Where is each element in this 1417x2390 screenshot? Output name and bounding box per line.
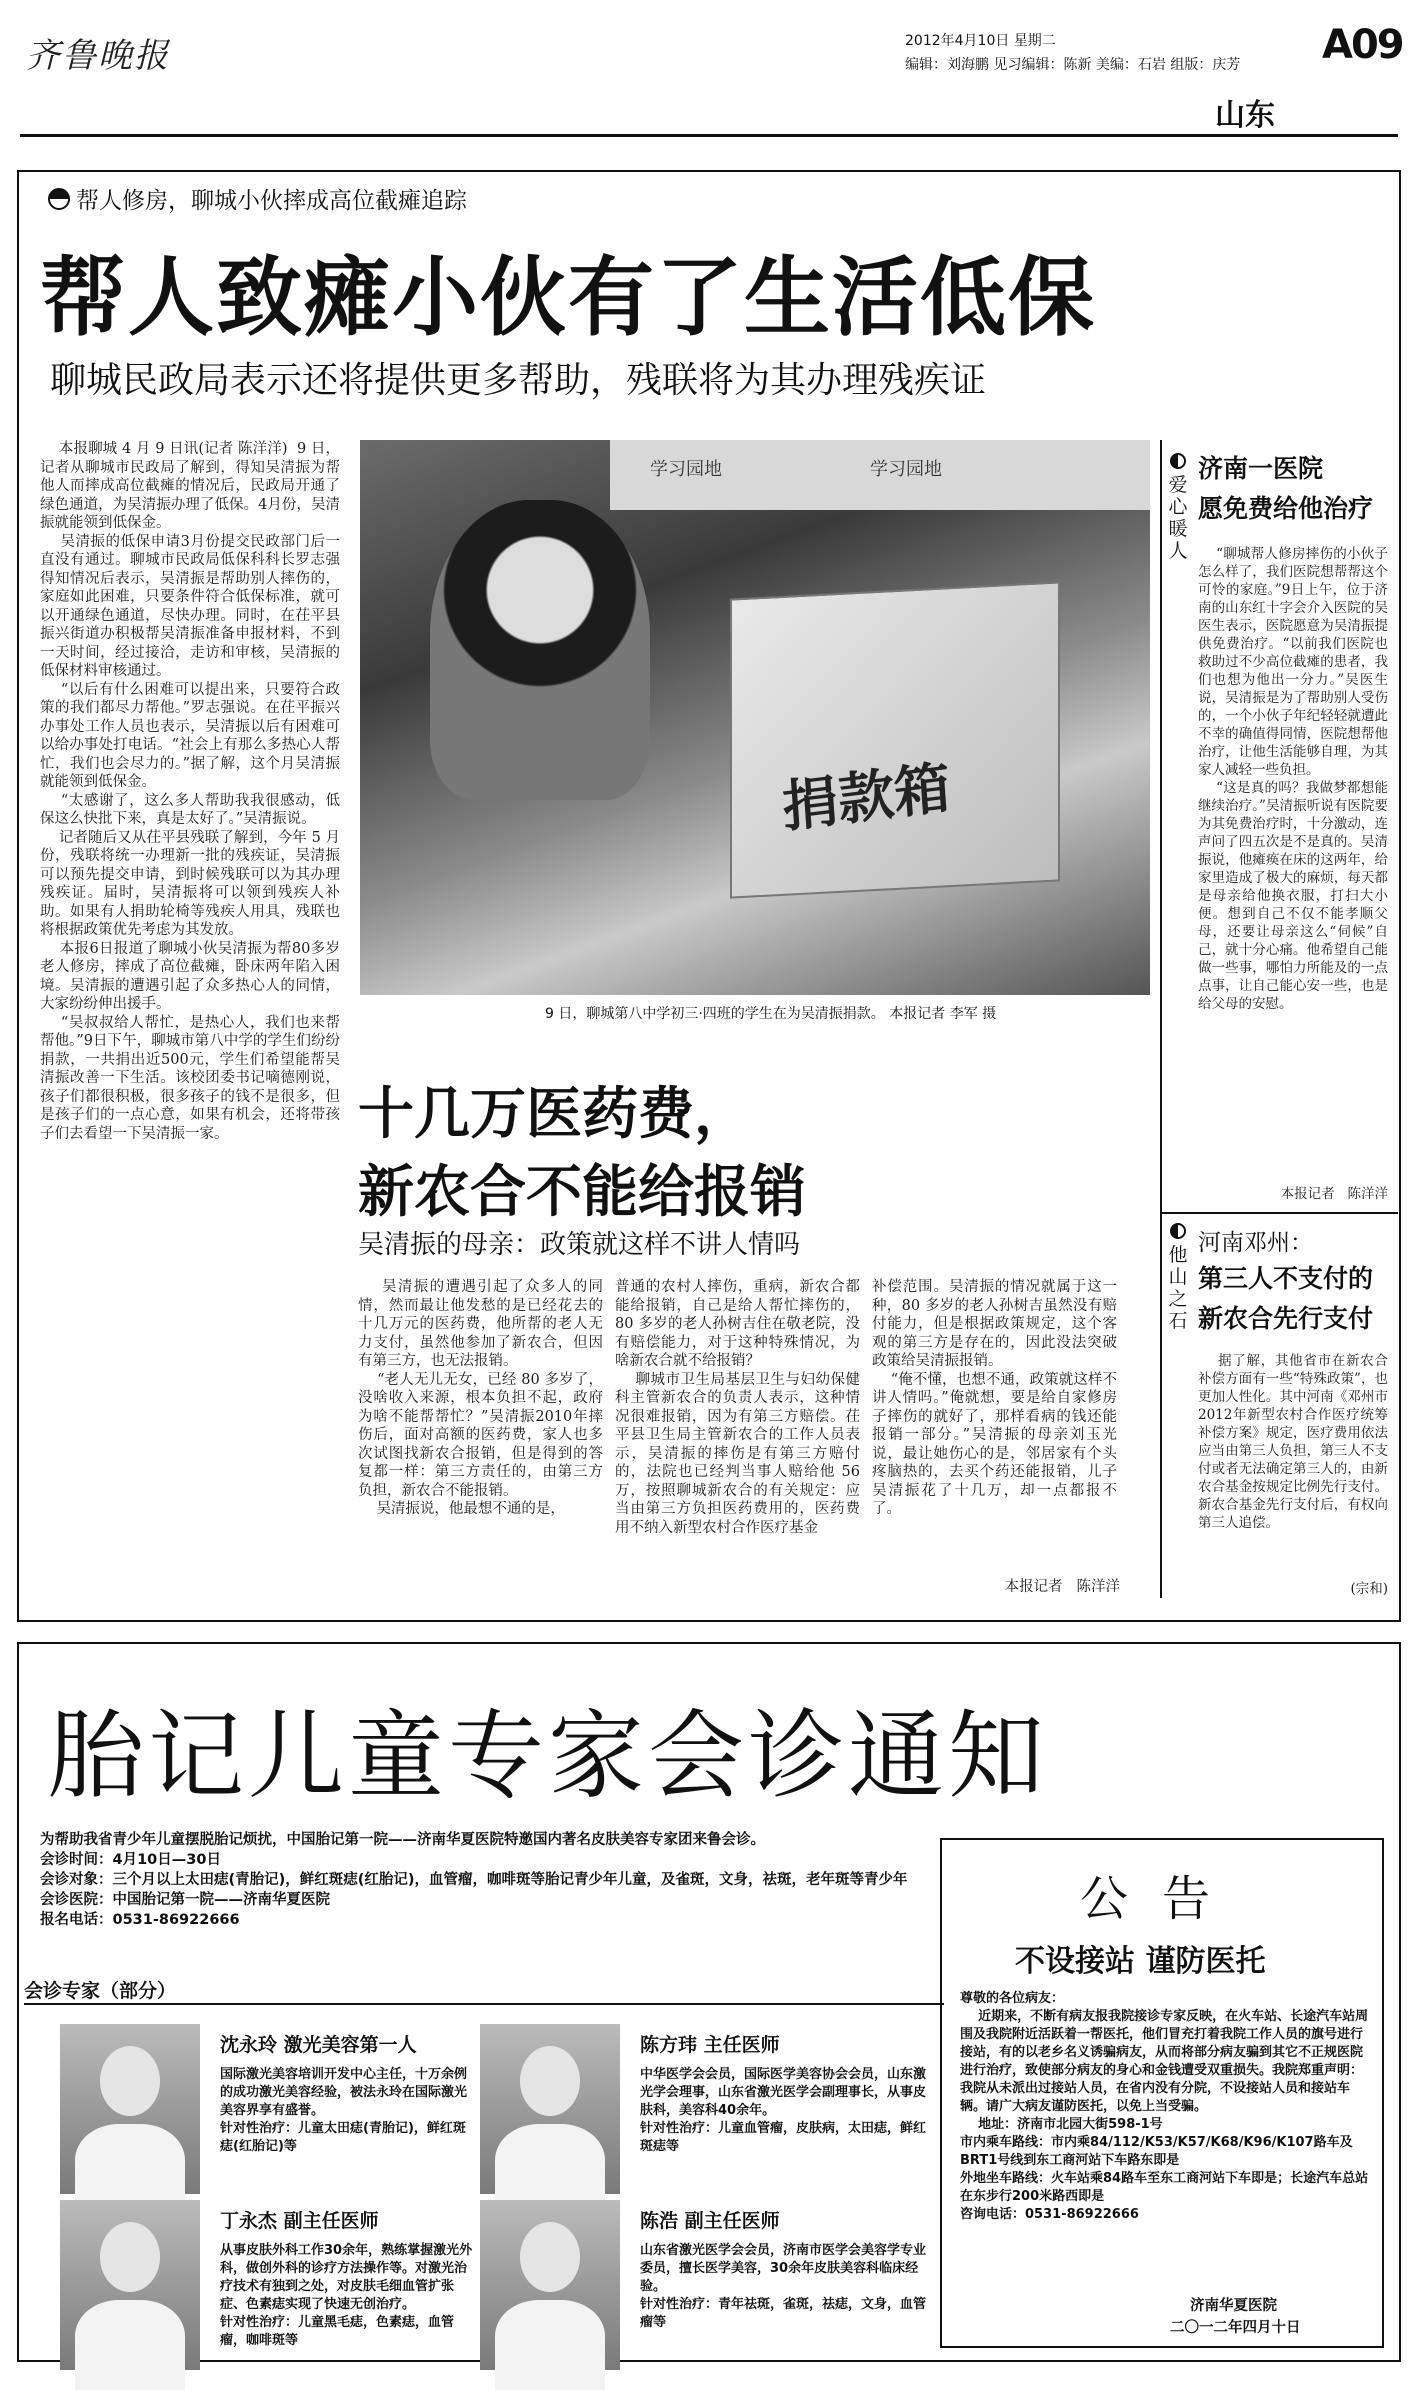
page-number: A09: [1322, 22, 1403, 68]
side2-dateline: 河南邓州：: [1198, 1230, 1313, 1256]
issue-date: 2012年4月10日 星期二: [905, 33, 1056, 49]
expert-name: 沈永玲 激光美容第一人: [220, 2034, 417, 2056]
experts-heading: 会诊专家（部分）: [24, 1976, 944, 2005]
side1-body: “聊城帮人修房摔伤的小伙子怎么样了，我们医院想帮帮这个可怜的家庭。”9日上午，位于济南的山东红十字会介入医院的吴医生表示，医院愿意为吴清振提供免费治疗。“以前我们医院也救助过不少高位截瘫的患者，我们也想为他出一分力。”吴医生说，吴清振是为了帮助别人受伤的，一个小伙子年纪轻轻就遭此不幸的确值得同情，医院想帮他治疗，让他生活能够自理，为其家人减轻一些负担。 “这是真的吗？我做梦都想能继续治疗。”吴清振听说有医院要为其免费治疗时，十分激动，连声问了四五次是不是真的。吴清振说，他瘫痪在床的这两年，给家里造成了极大的麻烦，每天都是母亲给他换衣服，打扫大小便。想到自己不仅不能孝顺父母，还要让母亲这么“伺候”自己，就十分心痛。他希望自己能做一些事，哪怕力所能及的一点点事，让自己能心安一些，也是给父母的安慰。: [1198, 546, 1388, 1012]
photo-caption: 9 日，聊城第八中学初三·四班的学生在为吴清振捐款。 本报记者 李军 摄: [545, 1006, 997, 1022]
expert-photo: [480, 2200, 620, 2370]
main-subheadline: 聊城民政局表示还将提供更多帮助，残联将为其办理残疾证: [50, 360, 987, 401]
editorial-staff: 编辑：刘海鹏 见习编辑：陈新 美编：石岩 组版：庆芳: [905, 57, 1241, 73]
main-article-column: 本报聊城 4 月 9 日讯(记者 陈洋洋) 9 日，记者从聊城市民政局了解到，得知吴清振为帮他人而摔成高位截瘫的情况后，民政局开通了绿色通道，为吴清振办理了低保。4月份，吴清振就能领到低保金。 吴清振的低保申请3月份提交民政部门后一直没有通过。聊城市民政局低保科科长罗志强得知情况后表示，吴清振是帮助别人摔伤的，家庭如此困难，只要条件符合低保标准，就可以开通绿色通道，尽快办理。同时，在茌平县振兴街道办积极帮吴清振准备申报材料，不到一天时间，经过接洽，走访和审核，吴清振的低保材料审核通过。 “以后有什么困难可以提出来，只要符合政策的我们都尽力帮他。”罗志强说。在茌平振兴办事处工作人员也表示，吴清振以后有困难可以给办事处打电话。“社会上有那么多热心人帮忙，我们也会尽力的。”据了解，这个月吴清振就能领到低保金。 “太感谢了，这么多人帮助我我很感动，低保这么快批下来，真是太好了。”吴清振说。 记者随后又从茌平县残联了解到，今年 5 月份，残联将统一办理新一批的残疾证，吴清振可以预先提交申请，到时候残联可以为其办理残疾证。届时，吴清振将可以领到残疾人补助。如果有人捐助轮椅等残疾人用具，残联也将根据政策优先考虑为其发放。 本报6日报道了聊城小伙吴清振为帮80多岁老人修房，摔成了高位截瘫，卧床两年陷入困境。吴清振的遭遇引起了众多热心人的同情，大家纷纷伸出援手。 “吴叔叔给人帮忙，是热心人，我们也来帮帮他。”9日下午，聊城市第八中学的学生们纷纷捐款，一共捐出近500元，学生们希望能帮吴清振改善一下生活。该校团委书记嘀德刚说，孩子们都很积极，很多孩子的钱不是很多，但是孩子们的一点心意，如果有机会，还将带孩子们去看望一下吴清振一家。: [40, 441, 340, 1142]
board-label: 学习园地: [650, 459, 722, 480]
story2-headline-line1: 十几万医药费，: [358, 1082, 750, 1147]
notice-date: 二〇一二年四月十日: [1170, 2320, 1301, 2336]
classroom-board: [610, 440, 1150, 510]
side2-body: 据了解，其他省市在新农合补偿方面有一些“特殊政策”，也更加人性化。其中河南《邓州市2012年新型农村合作医疗统筹补偿方案》规定，医疗费用依法应当由第三人负担，第三人不支付或者无法确定第三人的，由新农合基金按规定比例先行支付。新农合基金先行支付后，有权向第三人追偿。: [1198, 1353, 1389, 1531]
story2-subheadline: 吴清振的母亲：政策就这样不讲人情吗: [358, 1230, 801, 1260]
expert-bio: 国际激光美容培训开发中心主任，十万余例的成功激光美容经验，被法永玲在国际激光美容界享有盛誉。 针对性治疗：儿童太田痣(青胎记)，鲜红斑痣(红胎记)等: [220, 2067, 468, 2154]
story2-column-3: 补偿范围。吴清振的情况就属于这一种，80 多岁的老人孙树吉虽然没有赔付能力，但是根据政策规定，这个客观的第三方是存在的，因此没法突破政策给吴清振报销。 “俺不懂，也想不通，政策就这样不讲人情吗。”俺就想，要是给自家修房子摔伤的就好了，那样看病的钱还能报销一部分。”吴清振的母亲刘玉光说，最让她伤心的是，邻居家有个头疼脑热的，去买个药还能报销，儿子吴清振花了十几万，却一点都报不了。: [872, 1279, 1118, 1517]
column-divider: [1160, 440, 1162, 1598]
header-rule: [20, 134, 1398, 137]
side2-headline-line2: 新农合先行支付: [1198, 1304, 1374, 1333]
expert-bio: 中华医学会会员，国际医学美容协会会员，山东激光学会理事，山东省激光医学会副理事长，从事皮肤科，美容科40余年。 针对性治疗：儿童血管瘤，皮肤病，太田痣，鲜红斑痣等: [640, 2067, 927, 2154]
half-circle-icon: [1170, 453, 1186, 469]
expert-bio: 山东省激光医学会会员，济南市医学会美容学专业委员，擅长医学美容，30余年皮肤美容科临床经验。 针对性治疗：青年祛斑，雀斑，祛痣，文身，血管瘤等: [640, 2243, 927, 2330]
kicker: 帮人修房，聊城小伙摔成高位截瘫追踪: [48, 182, 467, 215]
expert-photo: [60, 2200, 200, 2370]
side1-byline: 本报记者 陈洋洋: [1280, 1186, 1388, 1202]
notice-signature: 济南华夏医院: [1190, 2298, 1277, 2314]
side2-byline: (宗和): [1350, 1581, 1388, 1597]
expert-bio: 从事皮肤外科工作30余年，熟练掌握激光外科，做创外科的诊疗方法操作等。对激光治疗技术有独到之处，对皮肤毛细血管扩张症、色素痣实现了快速无创治疗。 针对性治疗：儿童黑毛痣，色素痣，血管瘤，咖啡斑等: [220, 2243, 473, 2348]
main-headline: 帮人致瘫小伙有了生活低保: [40, 248, 1096, 348]
side1-tag: 爱心暖人: [1163, 452, 1193, 562]
expert-photo: [480, 2024, 620, 2194]
donation-photo: [360, 440, 1150, 995]
board-label: 学习园地: [870, 459, 942, 480]
side1-headline-line1: 济南一医院: [1198, 454, 1324, 483]
half-circle-icon: [1170, 1223, 1186, 1239]
notice-body: 尊敬的各位病友： 近期来，不断有病友报我院接诊专家反映，在火车站、长途汽车站周围及我院附近活跃着一帮医托，他们冒充打着我院工作人员的旗号进行接站，有的以老乡名义诱骗病友，从而将部分病友骗到其它不正规医院进行治疗，致使部分病友的身心和金钱遭受双重损失。我院郑重声明：我院从未派出过接站人员，在省内没有分院，不设接站人员和接站车辆。请广大病友谨防医托，以免上当受骗。 地址：济南市北园大街598-1号 市内乘车路线：市内乘84/112/K53/K57/K68/K96/K107路车及BRT1号线到东工商河站下车路东即是 外地坐车路线：火车站乘84路车至东工商河站下车即是；长途汽车总站在东步行200米路西即是 咨询电话：0531-86922666: [960, 1991, 1369, 2222]
notice-title: 公告: [1080, 1871, 1245, 1927]
donation-box-label: 捐款箱: [780, 754, 953, 841]
section-name: 山东: [1215, 98, 1275, 133]
donation-box: [730, 581, 1060, 898]
story2-headline-line2: 新农合不能给报销: [358, 1160, 806, 1225]
newspaper-logo: 齐鲁晚报: [26, 36, 170, 76]
expert-name: 丁永杰 副主任医师: [220, 2210, 379, 2232]
notice-subtitle: 不设接站 谨防医托: [1015, 1944, 1266, 1979]
story2-column-2: 普通的农村人摔伤，重病，新农合都能给报销，自己是给人帮忙摔伤的，80 多岁的老人孙树吉住在敬老院，没有赔偿能力，对于这种特殊情况，为啥新农合就不给报销？ 聊城市卫生局基层卫生与妇幼保健科主管新农合的负责人表示，这种情况很难报销，因为有第三方赔偿。茌平县卫生局主管新农合的工作人员表示，吴清振的摔伤是有第三方赔付的，法院也已经判当事人赔给他 56 万，按照聊城新农合的有关规定：应当由第三方负担医药费用的，医药费用不纳入新型农村合作医疗基金: [615, 1279, 861, 1536]
student-figure: [430, 500, 650, 800]
side2-headline-line1: 第三人不支付的: [1198, 1264, 1374, 1293]
expert-name: 陈浩 副主任医师: [640, 2210, 780, 2232]
ad-intro: 为帮助我省青少年儿童摆脱胎记烦扰，中国胎记第一院——济南华夏医院特邀国内著名皮肤美容专家团来鲁会诊。 会诊时间：4月10日—30日 会诊对象：三个月以上太田痣(青胎记)，鲜红斑痣(红胎记)，血管瘤，咖啡斑等胎记青少年儿童，及雀斑，文身，祛斑，老年斑等青少年 会诊医院：中国胎记第一院——济南华夏医院 报名电话：0531-86922666: [40, 1832, 908, 1928]
expert-name: 陈方玮 主任医师: [640, 2034, 780, 2056]
expert-photo: [60, 2024, 200, 2194]
ad-title: 胎记儿童专家会诊通知: [48, 1700, 1048, 1812]
story2-column-1: 吴清振的遭遇引起了众多人的同情，然而最让他发愁的是已经花去的十几万元的医药费，他所帮的老人无力支付，虽然他参加了新农合，但因有第三方，也无法报销。 “老人无儿无女，已经 80 多岁了，没啥收入来源，根本负担不起，政府为啥不能帮帮忙？”吴清振2010年摔伤后，面对高额的医药费，家人也多次试图找新农合报销，但是得到的答复都一样：第三方责任的，由第三方负担，新农合不能报销。 吴清振说，他最想不通的是，: [358, 1279, 604, 1517]
side1-headline-line2: 愿免费给他治疗: [1198, 494, 1374, 523]
story2-byline: 本报记者 陈洋洋: [1004, 1579, 1120, 1595]
side2-tag: 他山之石: [1163, 1222, 1193, 1332]
side-divider: [1162, 1212, 1398, 1214]
